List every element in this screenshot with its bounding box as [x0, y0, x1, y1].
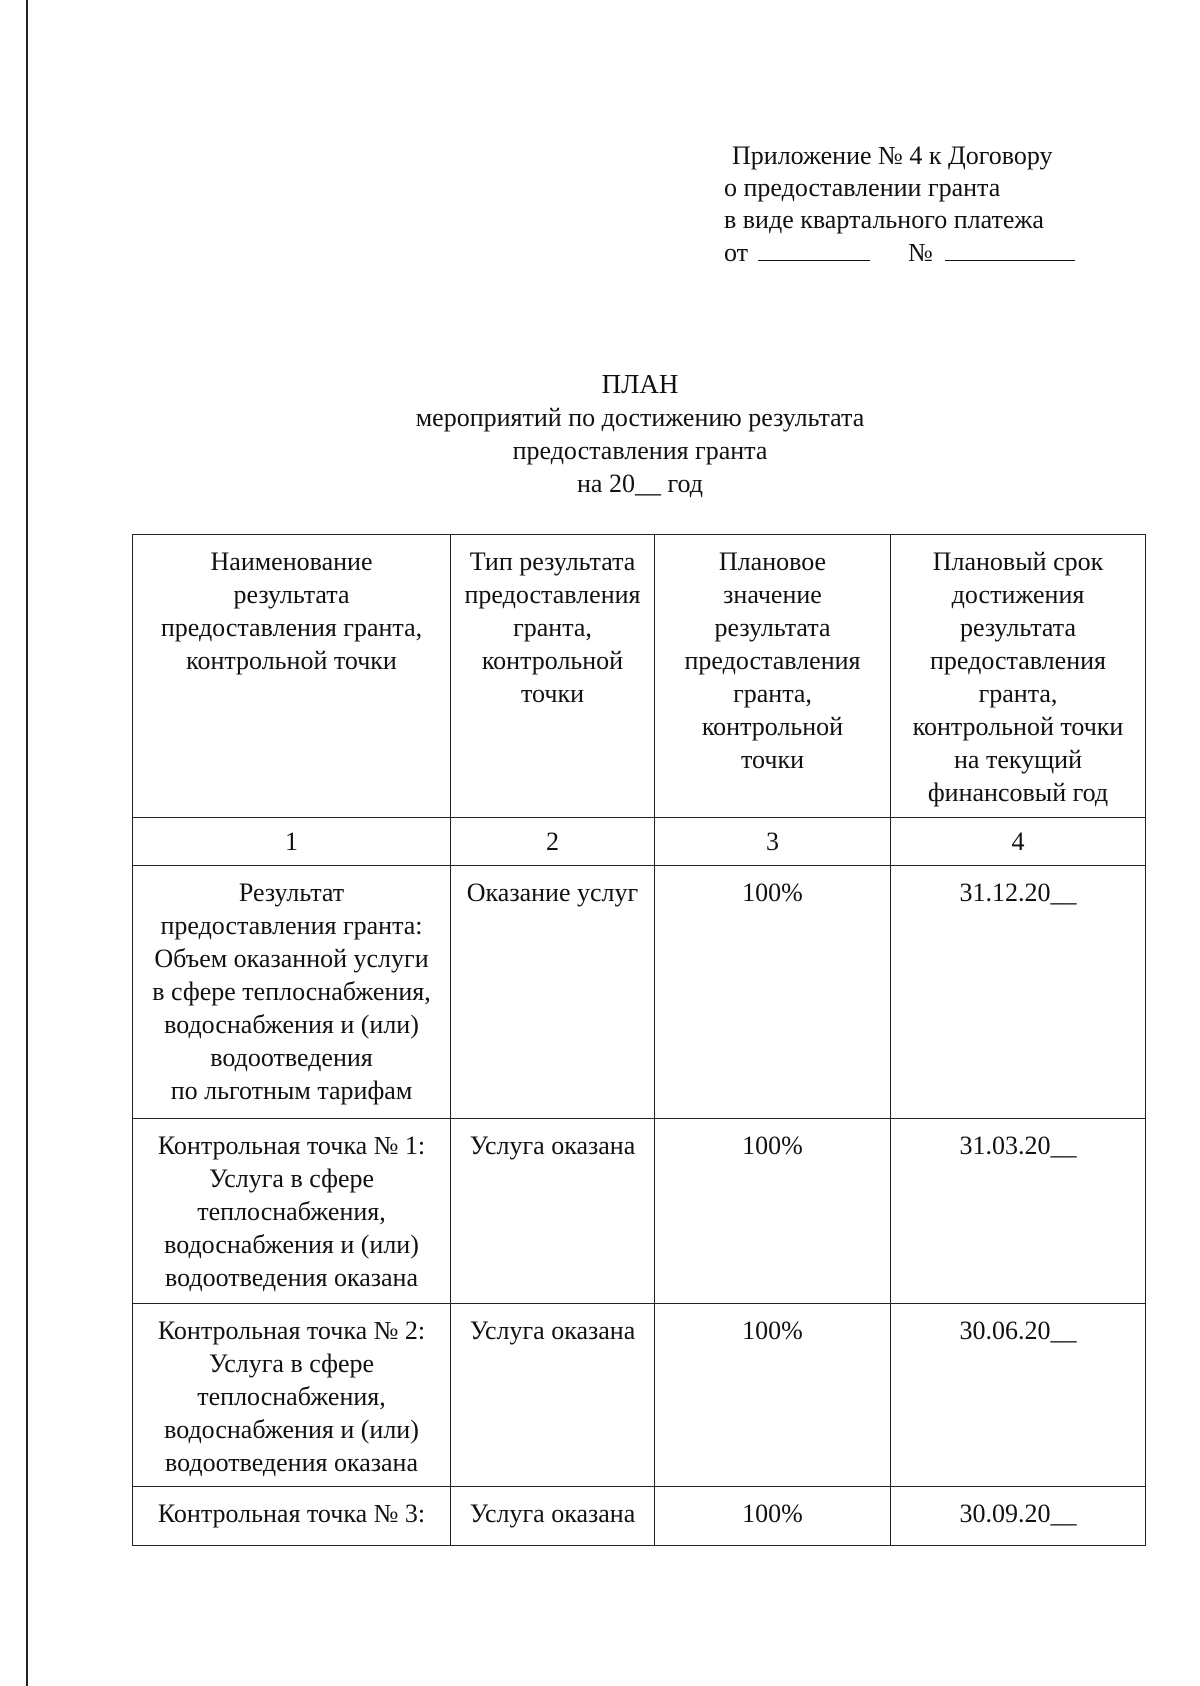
left-margin-rule: [26, 0, 28, 1686]
cell-text-line: точки: [521, 679, 584, 708]
document-title: [130, 368, 1150, 500]
title-main: ПЛАН: [601, 369, 679, 399]
column-number: 4: [891, 818, 1146, 866]
plan-table: [132, 534, 1146, 1546]
cell-text-line: предоставления гранта:: [160, 911, 423, 940]
table-row: [133, 1119, 1146, 1304]
cell-text-line: предоставления: [684, 646, 861, 675]
cell-text-line: результата: [714, 613, 831, 642]
cell-text-line: гранта,: [978, 679, 1058, 708]
cell-text-line: контрольной точки: [186, 646, 397, 675]
cell-text-line: Контрольная точка № 3:: [157, 1499, 426, 1528]
planned-value-cell: 100%: [655, 1119, 891, 1304]
planned-value-cell: 100%: [655, 1304, 891, 1487]
deadline-cell: 30.09.20__: [891, 1487, 1146, 1546]
appendix-line-2: о предоставлении гранта: [724, 173, 1001, 202]
cell-text-line: Наименование: [210, 547, 373, 576]
number-blank: [945, 236, 1075, 261]
cell-text-line: результата: [233, 580, 350, 609]
cell-text-line: теплоснабжения,: [197, 1197, 386, 1226]
cell-text-line: достижения: [951, 580, 1085, 609]
header-cell: [655, 535, 891, 818]
column-number: 1: [133, 818, 451, 866]
title-sub-1: мероприятий по достижению результата: [415, 403, 865, 432]
cell-text-line: предоставления: [464, 580, 641, 609]
cell-text-line: на текущий: [954, 745, 1082, 774]
appendix-line-4: [724, 236, 1144, 269]
cell-text-line: Тип результата: [469, 547, 636, 576]
table-row: [133, 1487, 1146, 1546]
cell-text-line: Услуга в сфере: [208, 1164, 375, 1193]
appendix-line-1: Приложение № 4 к Договору: [732, 141, 1053, 170]
number-label: №: [908, 238, 933, 267]
result-type-cell: Оказание услуг: [451, 866, 655, 1119]
title-year: на 20__ год: [577, 469, 703, 498]
deadline-cell: 31.03.20__: [891, 1119, 1146, 1304]
planned-value-cell: 100%: [655, 1487, 891, 1546]
cell-text-line: Плановое: [718, 547, 827, 576]
cell-text-line: Объем оказанной услуги: [154, 944, 429, 973]
cell-text-line: контрольной: [481, 646, 624, 675]
cell-text-line: Результат: [238, 878, 345, 907]
column-number-row: [133, 818, 1146, 866]
cell-text-line: Услуга в сфере: [208, 1349, 375, 1378]
cell-text-line: контрольной: [701, 712, 844, 741]
result-type-cell: Услуга оказана: [451, 1304, 655, 1487]
deadline-cell: 31.12.20__: [891, 866, 1146, 1119]
appendix-line-3: в виде квартального платежа: [724, 205, 1044, 234]
cell-text-line: значение: [723, 580, 822, 609]
cell-text-line: финансовый год: [927, 778, 1109, 807]
cell-text-line: предоставления гранта,: [160, 613, 423, 642]
cell-text-line: Контрольная точка № 1:: [157, 1131, 426, 1160]
column-number: 2: [451, 818, 655, 866]
header-cell: [891, 535, 1146, 818]
result-name-cell: [133, 866, 451, 1119]
cell-text-line: водоотведения: [210, 1043, 373, 1072]
title-sub-2: предоставления гранта: [512, 436, 768, 465]
column-number: 3: [655, 818, 891, 866]
result-name-cell: [133, 1487, 451, 1546]
result-name-cell: [133, 1119, 451, 1304]
table-row: [133, 866, 1146, 1119]
result-type-cell: Услуга оказана: [451, 1119, 655, 1304]
cell-text-line: водоснабжения и (или): [164, 1010, 419, 1039]
cell-text-line: теплоснабжения,: [197, 1382, 386, 1411]
cell-text-line: по льготным тарифам: [170, 1076, 413, 1105]
deadline-cell: 30.06.20__: [891, 1304, 1146, 1487]
table-header-row: [133, 535, 1146, 818]
cell-text-line: гранта,: [513, 613, 592, 642]
result-name-cell: [133, 1304, 451, 1487]
from-label: от: [724, 238, 749, 267]
result-type-cell: Услуга оказана: [451, 1487, 655, 1546]
appendix-header: [724, 140, 1144, 269]
cell-text-line: результата: [959, 613, 1077, 642]
cell-text-line: водоотведения оказана: [164, 1448, 419, 1477]
cell-text-line: водоснабжения и (или): [164, 1230, 419, 1259]
cell-text-line: Плановый срок: [932, 547, 1104, 576]
cell-text-line: гранта,: [733, 679, 812, 708]
cell-text-line: в сфере теплоснабжения,: [152, 977, 431, 1006]
header-cell: [133, 535, 451, 818]
header-cell: [451, 535, 655, 818]
cell-text-line: Контрольная точка № 2:: [157, 1316, 426, 1345]
cell-text-line: водоснабжения и (или): [164, 1415, 419, 1444]
cell-text-line: водоотведения оказана: [164, 1263, 419, 1292]
cell-text-line: точки: [741, 745, 804, 774]
cell-text-line: предоставления: [930, 646, 1106, 675]
date-blank: [758, 236, 870, 261]
cell-text-line: контрольной точки: [912, 712, 1124, 741]
planned-value-cell: 100%: [655, 866, 891, 1119]
table-row: [133, 1304, 1146, 1487]
